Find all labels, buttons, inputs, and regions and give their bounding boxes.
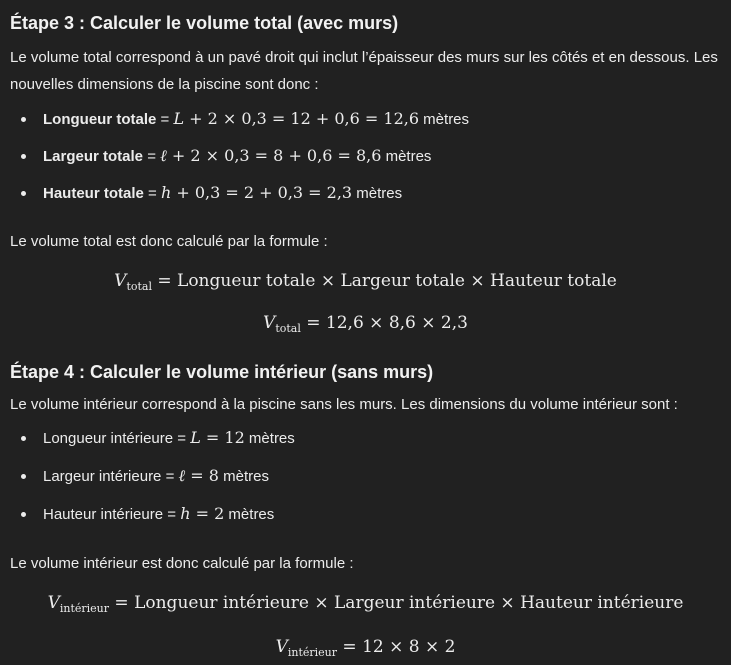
- list-item: Hauteur totale = h + 0,3 = 2 + 0,3 = 2,3 mètres: [10, 181, 731, 206]
- item-label: Largeur totale: [43, 148, 144, 165]
- list-item: Longueur intérieure = L = 12 mètres: [10, 426, 731, 451]
- step4-formula-intro: Le volume intérieur est donc calculé par la formule :: [10, 555, 354, 572]
- math-expression: h + 0,3 = 2 + 0,3 = 2,3: [160, 183, 353, 202]
- step3-heading: Étape 3 : Calculer le volume total (avec murs): [10, 13, 399, 33]
- math-expression: L = 12: [190, 428, 245, 447]
- list-item: Hauteur intérieure = h = 2 mètres: [10, 502, 731, 527]
- item-label: Hauteur totale: [43, 185, 144, 202]
- item-label: Largeur intérieure: [43, 468, 162, 485]
- step4-dimension-list: [10, 426, 731, 527]
- step4-heading: Étape 4 : Calculer le volume intérieur (sans murs): [10, 362, 434, 382]
- step4-formula-general: $V_{intérieur}$ = Longueur intérieure × Largeur intérieure × Hauteur intérieure: [47, 593, 684, 615]
- list-item: Largeur totale = ℓ + 2 × 0,3 = 8 + 0,6 = 8,6 mètres: [10, 144, 731, 169]
- item-label: Longueur totale: [43, 111, 157, 128]
- step3-intro: Le volume total correspond à un pavé droit qui inclut l’épaisseur des murs sur les côtés et en dessous. Les nouvelles dimensions de la piscine sont donc :: [10, 49, 718, 93]
- list-item: Longueur totale = L + 2 × 0,3 = 12 + 0,6 = 12,6 mètres: [10, 107, 731, 132]
- step4-intro: Le volume intérieur correspond à la piscine sans les murs. Les dimensions du volume intérieur sont :: [10, 396, 678, 413]
- item-label: Longueur intérieure: [43, 430, 174, 447]
- step3-dimension-list: [10, 107, 731, 206]
- math-expression: ℓ + 2 × 0,3 = 8 + 0,6 = 8,6: [160, 146, 382, 165]
- math-expression: ℓ = 8: [178, 466, 219, 485]
- math-expression: h = 2: [180, 504, 225, 523]
- step3-formula-numeric: $V_{total} = 12,6 \times 8,6 \times 2,3$: [263, 313, 468, 335]
- step3-formula-general: $V_{total}$ = Longueur totale × Largeur totale × Hauteur totale: [114, 271, 617, 293]
- item-label: Hauteur intérieure: [43, 506, 164, 523]
- math-expression: L + 2 × 0,3 = 12 + 0,6 = 12,6: [173, 109, 420, 128]
- step3-formula-intro: Le volume total est donc calculé par la formule :: [10, 233, 328, 250]
- list-item: Largeur intérieure = ℓ = 8 mètres: [10, 464, 731, 489]
- step4-formula-numeric: $V_{intérieur} = 12 \times 8 \times 2$: [275, 637, 456, 659]
